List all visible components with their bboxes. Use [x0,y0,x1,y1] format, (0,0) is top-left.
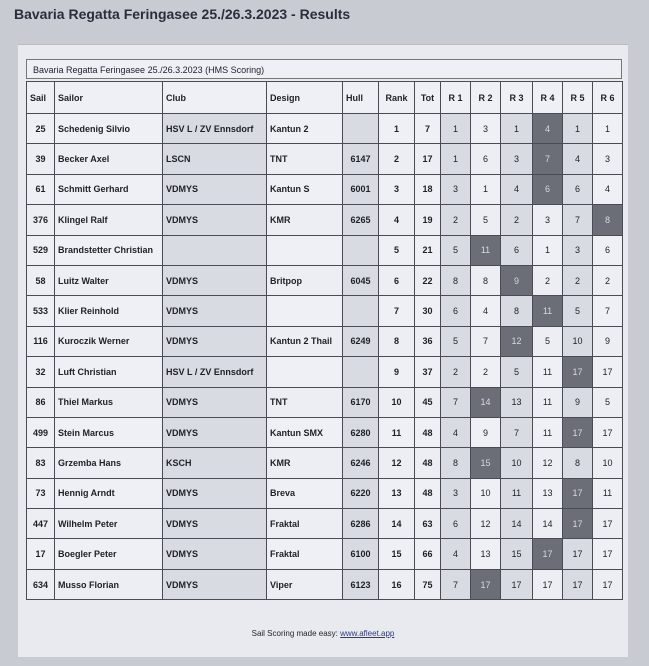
cell-hull: 6265 [343,205,379,235]
cell-tot: 48 [415,478,441,508]
cell-sailor: Schmitt Gerhard [55,174,163,204]
cell-sail: 376 [27,205,55,235]
cell-race-6: 17 [593,417,623,447]
cell-design: Fraktal [267,539,343,569]
cell-design [267,235,343,265]
cell-race-6: 4 [593,174,623,204]
header-design: Design [267,82,343,114]
cell-sail: 634 [27,569,55,599]
cell-race-2: 14 [471,387,501,417]
table-row [27,448,623,478]
cell-race-2: 5 [471,205,501,235]
cell-club: HSV L / ZV Ennsdorf [163,357,267,387]
cell-club [163,235,267,265]
cell-rank: 13 [379,478,415,508]
cell-hull: 6246 [343,448,379,478]
cell-race-2: 11 [471,235,501,265]
table-row [27,417,623,447]
cell-rank: 3 [379,174,415,204]
cell-rank: 6 [379,265,415,295]
cell-race-4: 17 [533,569,563,599]
table-row [27,114,623,144]
cell-race-3: 12 [501,326,533,356]
cell-race-4: 12 [533,448,563,478]
cell-race-5: 8 [563,448,593,478]
cell-tot: 7 [415,114,441,144]
cell-race-6: 17 [593,357,623,387]
cell-sail: 83 [27,448,55,478]
header-r2: R 2 [471,82,501,114]
cell-race-2: 13 [471,539,501,569]
cell-rank: 9 [379,357,415,387]
cell-race-5: 17 [563,509,593,539]
cell-sail: 25 [27,114,55,144]
cell-club: LSCN [163,144,267,174]
cell-race-5: 10 [563,326,593,356]
cell-club: VDMYS [163,326,267,356]
cell-race-4: 3 [533,205,563,235]
header-r4: R 4 [533,82,563,114]
cell-sail: 39 [27,144,55,174]
cell-design: KMR [267,205,343,235]
cell-design: Kantun S [267,174,343,204]
cell-race-5: 1 [563,114,593,144]
cell-race-5: 17 [563,539,593,569]
cell-design: Kantun 2 [267,114,343,144]
cell-race-6: 8 [593,205,623,235]
results-table [26,81,623,600]
cell-tot: 18 [415,174,441,204]
cell-sail: 61 [27,174,55,204]
cell-club: KSCH [163,448,267,478]
cell-design: Britpop [267,265,343,295]
cell-race-1: 8 [441,265,471,295]
cell-race-5: 7 [563,205,593,235]
table-caption: Bavaria Regatta Feringasee 25./26.3.2023 (HMS Scoring) [26,59,622,79]
cell-hull: 6280 [343,417,379,447]
cell-sailor: Stein Marcus [55,417,163,447]
cell-club: VDMYS [163,417,267,447]
cell-race-1: 2 [441,205,471,235]
cell-race-3: 17 [501,569,533,599]
cell-hull: 6045 [343,265,379,295]
cell-rank: 1 [379,114,415,144]
cell-sailor: Kuroczik Werner [55,326,163,356]
cell-sailor: Schedenig Silvio [55,114,163,144]
cell-tot: 22 [415,265,441,295]
cell-race-3: 2 [501,205,533,235]
cell-sailor: Musso Florian [55,569,163,599]
results-body [27,114,623,600]
cell-tot: 48 [415,448,441,478]
cell-club: VDMYS [163,509,267,539]
cell-race-2: 4 [471,296,501,326]
cell-race-3: 1 [501,114,533,144]
cell-club: VDMYS [163,174,267,204]
header-hull: Hull [343,82,379,114]
cell-race-3: 6 [501,235,533,265]
cell-race-5: 17 [563,417,593,447]
cell-race-1: 4 [441,417,471,447]
cell-race-3: 13 [501,387,533,417]
cell-race-3: 10 [501,448,533,478]
table-row [27,326,623,356]
footer-link[interactable]: www.afleet.app [340,629,395,638]
cell-race-1: 5 [441,326,471,356]
cell-race-1: 6 [441,509,471,539]
cell-sail: 529 [27,235,55,265]
cell-race-5: 17 [563,357,593,387]
cell-design: Breva [267,478,343,508]
table-row [27,205,623,235]
cell-hull [343,114,379,144]
cell-sailor: Becker Axel [55,144,163,174]
cell-tot: 17 [415,144,441,174]
cell-design: Viper [267,569,343,599]
cell-race-3: 11 [501,478,533,508]
cell-hull: 6100 [343,539,379,569]
cell-race-4: 11 [533,387,563,417]
cell-rank: 8 [379,326,415,356]
cell-sail: 499 [27,417,55,447]
cell-club: VDMYS [163,478,267,508]
cell-race-3: 4 [501,174,533,204]
cell-race-1: 3 [441,478,471,508]
table-row [27,235,623,265]
cell-sailor: Klier Reinhold [55,296,163,326]
cell-race-6: 17 [593,509,623,539]
cell-race-5: 6 [563,174,593,204]
cell-race-4: 14 [533,509,563,539]
cell-rank: 15 [379,539,415,569]
cell-race-1: 5 [441,235,471,265]
cell-race-3: 9 [501,265,533,295]
results-sheet [18,44,628,657]
cell-race-6: 17 [593,539,623,569]
cell-design: Fraktal [267,509,343,539]
cell-sailor: Thiel Markus [55,387,163,417]
cell-race-4: 5 [533,326,563,356]
page-title: Bavaria Regatta Feringasee 25./26.3.2023 - Results [14,6,351,22]
cell-race-5: 9 [563,387,593,417]
cell-race-1: 3 [441,174,471,204]
table-row [27,569,623,599]
cell-race-3: 8 [501,296,533,326]
cell-rank: 10 [379,387,415,417]
cell-race-1: 1 [441,114,471,144]
header-rank: Rank [379,82,415,114]
cell-rank: 14 [379,509,415,539]
cell-design: Kantun 2 Thail [267,326,343,356]
cell-sail: 73 [27,478,55,508]
cell-tot: 37 [415,357,441,387]
table-row [27,478,623,508]
cell-race-4: 11 [533,417,563,447]
cell-race-1: 4 [441,539,471,569]
cell-race-1: 8 [441,448,471,478]
cell-design: KMR [267,448,343,478]
cell-race-6: 3 [593,144,623,174]
footer-text: Sail Scoring made easy: [251,629,341,638]
cell-sailor: Brandstetter Christian [55,235,163,265]
header-sail: Sail [27,82,55,114]
cell-race-4: 13 [533,478,563,508]
footer [18,629,628,638]
table-row [27,357,623,387]
cell-rank: 4 [379,205,415,235]
cell-race-4: 4 [533,114,563,144]
cell-race-2: 10 [471,478,501,508]
cell-race-4: 11 [533,357,563,387]
cell-rank: 5 [379,235,415,265]
cell-race-4: 17 [533,539,563,569]
cell-club: VDMYS [163,265,267,295]
cell-hull [343,235,379,265]
cell-race-6: 9 [593,326,623,356]
cell-sail: 116 [27,326,55,356]
cell-race-5: 3 [563,235,593,265]
cell-hull [343,357,379,387]
cell-race-1: 2 [441,357,471,387]
header-club: Club [163,82,267,114]
cell-hull: 6123 [343,569,379,599]
cell-tot: 66 [415,539,441,569]
cell-sailor: Wilhelm Peter [55,509,163,539]
table-row [27,144,623,174]
cell-tot: 75 [415,569,441,599]
cell-hull: 6249 [343,326,379,356]
cell-race-3: 5 [501,357,533,387]
cell-race-4: 2 [533,265,563,295]
cell-race-2: 6 [471,144,501,174]
cell-design: TNT [267,144,343,174]
cell-race-1: 6 [441,296,471,326]
cell-sailor: Boegler Peter [55,539,163,569]
cell-hull: 6147 [343,144,379,174]
cell-sailor: Luft Christian [55,357,163,387]
cell-sail: 533 [27,296,55,326]
cell-design [267,357,343,387]
cell-race-6: 11 [593,478,623,508]
cell-race-2: 9 [471,417,501,447]
cell-race-5: 17 [563,569,593,599]
table-row [27,509,623,539]
header-r1: R 1 [441,82,471,114]
cell-tot: 30 [415,296,441,326]
cell-design: TNT [267,387,343,417]
cell-race-1: 7 [441,569,471,599]
cell-race-2: 1 [471,174,501,204]
cell-race-3: 3 [501,144,533,174]
cell-race-5: 2 [563,265,593,295]
cell-race-2: 2 [471,357,501,387]
table-row [27,539,623,569]
cell-tot: 21 [415,235,441,265]
header-sailor: Sailor [55,82,163,114]
cell-race-6: 10 [593,448,623,478]
cell-sailor: Grzemba Hans [55,448,163,478]
cell-club: VDMYS [163,387,267,417]
cell-race-4: 11 [533,296,563,326]
cell-sail: 86 [27,387,55,417]
cell-design [267,296,343,326]
header-tot: Tot [415,82,441,114]
cell-sailor: Klingel Ralf [55,205,163,235]
cell-sailor: Hennig Arndt [55,478,163,508]
header-r6: R 6 [593,82,623,114]
cell-club: VDMYS [163,569,267,599]
cell-race-2: 3 [471,114,501,144]
cell-race-2: 12 [471,509,501,539]
cell-race-2: 7 [471,326,501,356]
cell-race-4: 6 [533,174,563,204]
cell-rank: 16 [379,569,415,599]
cell-hull: 6170 [343,387,379,417]
cell-race-1: 7 [441,387,471,417]
cell-hull: 6286 [343,509,379,539]
cell-sail: 447 [27,509,55,539]
cell-race-2: 17 [471,569,501,599]
cell-club: VDMYS [163,205,267,235]
cell-hull: 6220 [343,478,379,508]
cell-race-6: 6 [593,235,623,265]
cell-hull: 6001 [343,174,379,204]
header-r3: R 3 [501,82,533,114]
cell-tot: 36 [415,326,441,356]
cell-sailor: Luitz Walter [55,265,163,295]
cell-club: HSV L / ZV Ennsdorf [163,114,267,144]
cell-tot: 19 [415,205,441,235]
cell-race-5: 17 [563,478,593,508]
cell-race-6: 5 [593,387,623,417]
cell-club: VDMYS [163,296,267,326]
cell-sail: 58 [27,265,55,295]
cell-sail: 32 [27,357,55,387]
cell-rank: 2 [379,144,415,174]
cell-race-6: 17 [593,569,623,599]
cell-hull [343,296,379,326]
cell-race-4: 1 [533,235,563,265]
cell-race-6: 1 [593,114,623,144]
cell-race-6: 2 [593,265,623,295]
cell-race-3: 14 [501,509,533,539]
cell-race-5: 4 [563,144,593,174]
header-r5: R 5 [563,82,593,114]
cell-race-3: 15 [501,539,533,569]
cell-tot: 63 [415,509,441,539]
cell-sail: 17 [27,539,55,569]
cell-design: Kantun SMX [267,417,343,447]
cell-tot: 48 [415,417,441,447]
cell-tot: 45 [415,387,441,417]
cell-race-2: 15 [471,448,501,478]
table-row [27,174,623,204]
cell-rank: 11 [379,417,415,447]
cell-club: VDMYS [163,539,267,569]
table-row [27,387,623,417]
cell-race-3: 7 [501,417,533,447]
cell-rank: 7 [379,296,415,326]
cell-race-6: 7 [593,296,623,326]
cell-race-4: 7 [533,144,563,174]
table-row [27,296,623,326]
cell-race-5: 5 [563,296,593,326]
cell-race-1: 1 [441,144,471,174]
cell-rank: 12 [379,448,415,478]
table-row [27,265,623,295]
header-row [27,82,623,114]
cell-race-2: 8 [471,265,501,295]
